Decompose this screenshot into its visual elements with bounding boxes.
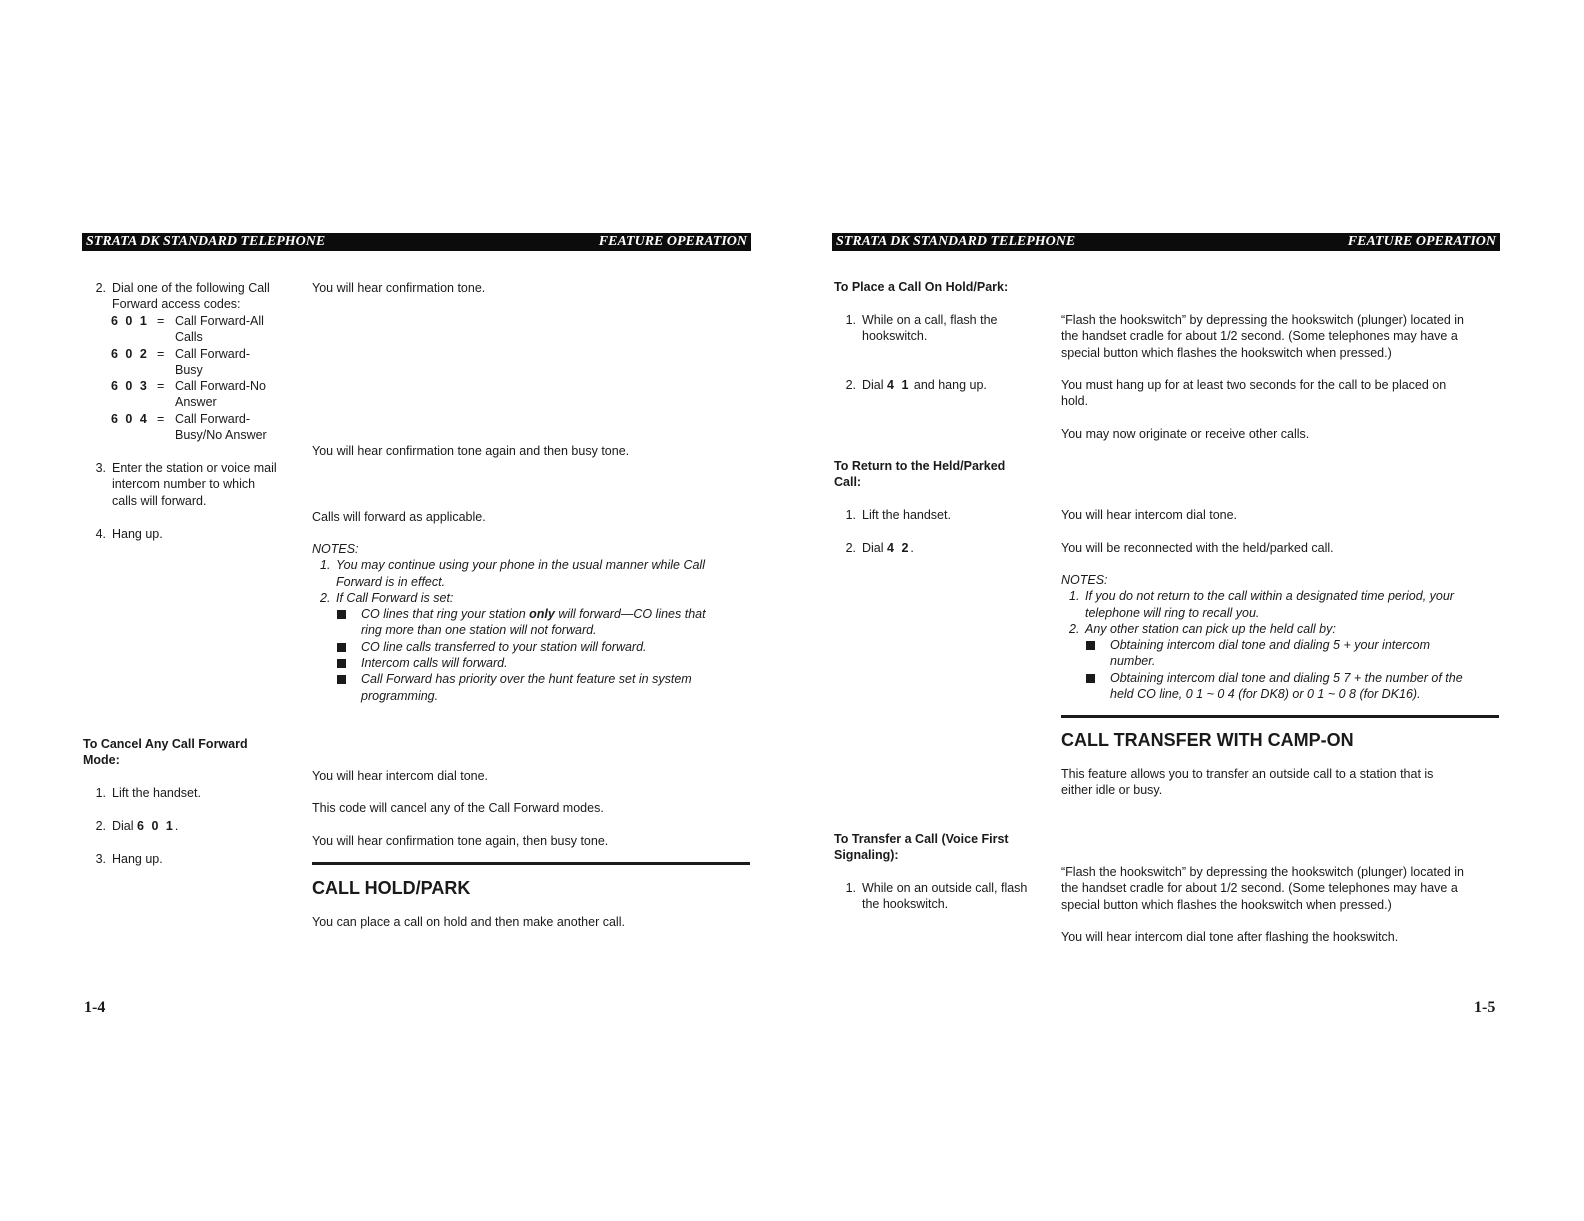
notes-title: NOTES: bbox=[1061, 573, 1108, 587]
place-call-on-hold-heading: To Place a Call On Hold/Park: bbox=[834, 280, 1009, 294]
transfer-response-2: You will hear intercom dial tone after flashing the hookswitch. bbox=[1061, 930, 1399, 944]
return-step-2: 2. Dial 4 2. bbox=[845, 541, 914, 555]
left-step-3: 3. Enter the station or voice mail intercom number to which calls will forward. bbox=[95, 461, 277, 508]
page-number-left: 1-4 bbox=[84, 999, 106, 1016]
return-held-call-heading: To Return to the Held/Parked Call: bbox=[834, 459, 1006, 490]
code-601: 6 0 1 bbox=[111, 314, 149, 328]
step-2-response: You will hear confirmation tone. bbox=[312, 281, 486, 295]
code-603: 6 0 3 bbox=[111, 379, 149, 394]
cancel-step-1: 1. Lift the handset. bbox=[95, 786, 201, 800]
cancel-response-1: You will hear intercom dial tone. bbox=[312, 769, 489, 783]
transfer-step-1: 1. While on an outside call, flash the hookswitch. bbox=[845, 881, 1028, 912]
bullet-icon bbox=[337, 643, 346, 652]
place-response-2: You must hang up for at least two seconds for the call to be placed on hold. bbox=[1061, 378, 1447, 409]
return-step-1: 1. Lift the handset. bbox=[845, 508, 951, 522]
step-3-response: You will hear confirmation tone again and then busy tone. bbox=[312, 444, 630, 458]
transfer-response-1: “Flash the hookswitch” by depressing the hookswitch (plunger) located in the handset cradle for about 1/2 second. (Some telephones may have a special button which flashes the hookswitch when pressed.) bbox=[1061, 865, 1464, 912]
place-step-1: 1. While on a call, flash the hookswitch. bbox=[845, 313, 998, 344]
bullet-icon bbox=[337, 659, 346, 668]
place-step-2: 2. Dial 4 1 and hang up. bbox=[845, 378, 987, 392]
cancel-step-2: 2. Dial 6 0 1. bbox=[95, 819, 179, 833]
call-forward-codes-list: 6 0 1 = Call Forward-All Calls 6 0 2 = Call Forward- Busy 6 0 3 = Call Forward-No Answer 6 0 4 = Call Forward- Busy/No Answer bbox=[111, 314, 267, 443]
right-header-title: STRATA DK STANDARD TELEPHONE bbox=[836, 234, 1076, 249]
right-header-section: FEATURE OPERATION bbox=[1347, 234, 1496, 249]
page-number-right: 1-5 bbox=[1474, 999, 1496, 1016]
section-description: This feature allows you to transfer an outside call to a station that is either idle or busy. bbox=[1061, 767, 1434, 798]
bullet-icon bbox=[337, 675, 346, 684]
cancel-response-2: This code will cancel any of the Call Forward modes. bbox=[312, 801, 604, 815]
bullet-icon bbox=[1086, 641, 1095, 650]
notes-title: NOTES: bbox=[312, 542, 359, 556]
section-description: You can place a call on hold and then make another call. bbox=[312, 915, 625, 929]
right-notes: NOTES: 1. If you do not return to the call within a designated time period, your telephone will ring to recall you. 2. Any other station can pick up the held call by: Obtaining intercom dial tone and dialing 5 + your intercom number. Obtaining intercom dial tone and dialing 5 7 + the number of the held CO line, 0 1 ~ 0 4 (for DK8) or 0 1 ~ 0 8 (for DK16). bbox=[1061, 572, 1498, 702]
code-602: 6 0 2 bbox=[111, 346, 149, 361]
section-divider bbox=[312, 862, 750, 865]
code-604: 6 0 4 bbox=[111, 411, 149, 426]
place-response-3: You may now originate or receive other calls. bbox=[1061, 427, 1310, 441]
left-step-2: 2. Dial one of the following Call Forward access codes: bbox=[95, 281, 270, 312]
right-page-header-bar bbox=[832, 233, 1500, 251]
section-title-call-hold-park: CALL HOLD/PARK bbox=[312, 878, 471, 898]
cancel-call-forward-heading: To Cancel Any Call Forward Mode: bbox=[83, 737, 248, 768]
section-title-call-transfer-camp-on: CALL TRANSFER WITH CAMP-ON bbox=[1061, 730, 1354, 750]
step-4-response: Calls will forward as applicable. bbox=[312, 510, 486, 524]
transfer-call-heading: To Transfer a Call (Voice First Signaling): bbox=[834, 832, 1009, 863]
place-response-1: “Flash the hookswitch” by depressing the hookswitch (plunger) located in the handset cradle for about 1/2 second. (Some telephones may have a special button which flashes the hookswitch when pressed.) bbox=[1061, 313, 1464, 360]
left-header-section: FEATURE OPERATION bbox=[598, 234, 747, 249]
left-step-4: 4. Hang up. bbox=[95, 527, 163, 541]
return-response-1: You will hear intercom dial tone. bbox=[1061, 508, 1238, 522]
return-response-2: You will be reconnected with the held/parked call. bbox=[1061, 541, 1334, 555]
cancel-step-3: 3. Hang up. bbox=[95, 852, 163, 866]
bullet-icon bbox=[337, 610, 346, 619]
bullet-icon bbox=[1086, 674, 1095, 683]
left-header-title: STRATA DK STANDARD TELEPHONE bbox=[86, 234, 326, 249]
section-divider bbox=[1061, 715, 1499, 718]
cancel-response-3: You will hear confirmation tone again, then busy tone. bbox=[312, 834, 609, 848]
left-notes: NOTES: 1. You may continue using your phone in the usual manner while Call Forward is in effect. 2. If Call Forward is set: CO lines that ring your station only will forward—CO lines that ring more than one station will not forward. CO line calls transferred to your station will forward. Intercom calls will forward. Call Forward has priority over the hunt feature set in system programming. bbox=[312, 541, 749, 704]
left-page-header-bar bbox=[82, 233, 751, 251]
